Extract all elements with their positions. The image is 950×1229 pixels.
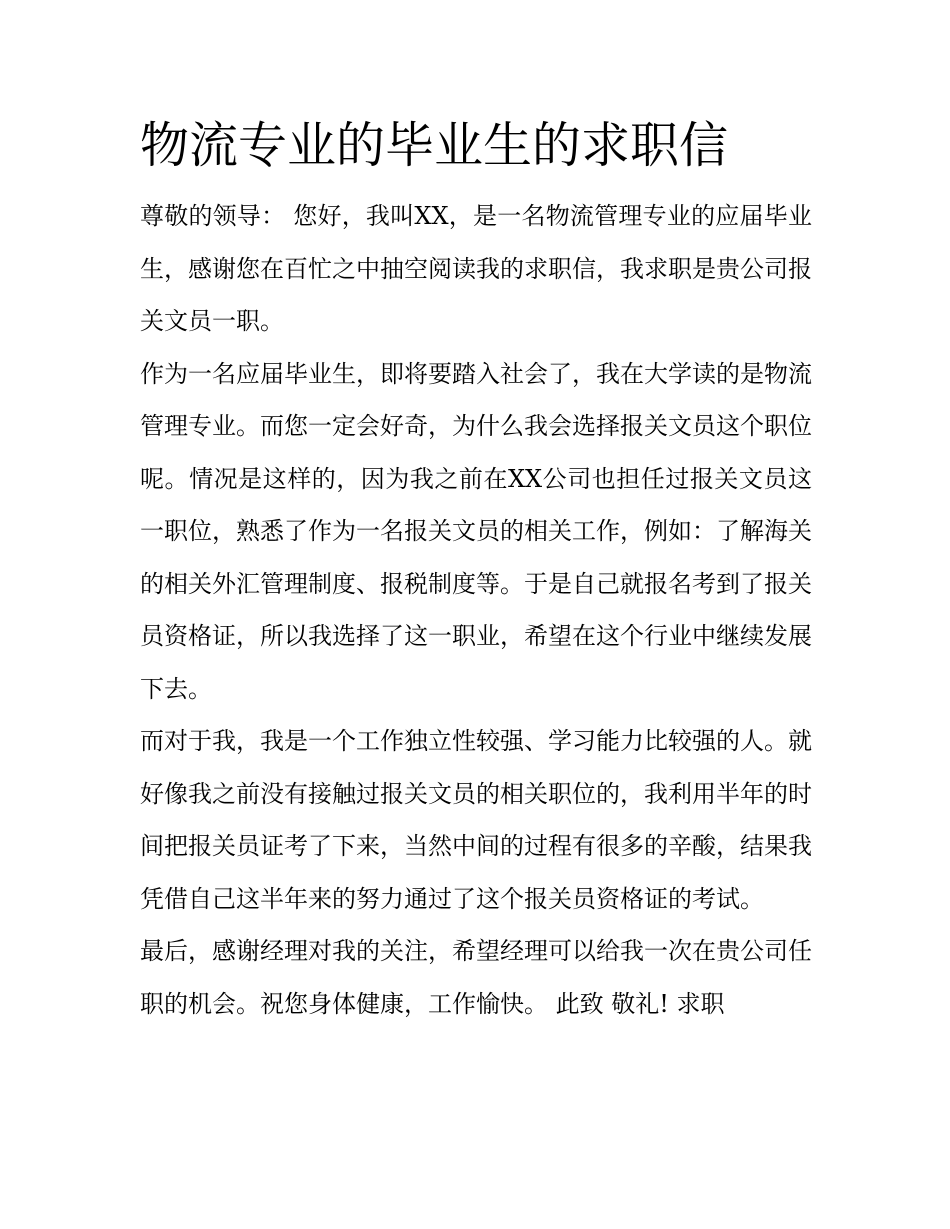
paragraph-greeting: 尊敬的领导： 您好，我叫XX，是一名物流管理专业的应届毕业生，感谢您在百忙之中抽空阅读我的求职信，我求职是贵公司报关文员一职。 <box>140 202 812 335</box>
document-title: 物流专业的毕业生的求职信 <box>140 117 729 174</box>
paragraph-strengths: 而对于我，我是一个工作独立性较强、学习能力比较强的人。就好像我之前没有接触过报关文员的相关职位的，我利用半年的时间把报关员证考了下来，当然中间的过程有很多的辛酸，结果我凭借自己这半年来的努力通过了这个报关员资格证的考试。 <box>140 727 812 913</box>
paragraph-closing: 最后，感谢经理对我的关注，希望经理可以给我一次在贵公司任职的机会。祝您身体健康，工作愉快。 此致 敬礼! 求职 <box>140 937 812 1018</box>
document-body <box>140 190 812 1030</box>
paragraph-background: 作为一名应届毕业生，即将要踏入社会了，我在大学读的是物流管理专业。而您一定会好奇，为什么我会选择报关文员这个职位呢。情况是这样的，因为我之前在XX公司也担任过报关文员这一职位，熟悉了作为一名报关文员的相关工作，例如：了解海关的相关外汇管理制度、报税制度等。于是自己就报名考到了报关员资格证，所以我选择了这一职业，希望在这个行业中继续发展下去。 <box>140 359 812 703</box>
